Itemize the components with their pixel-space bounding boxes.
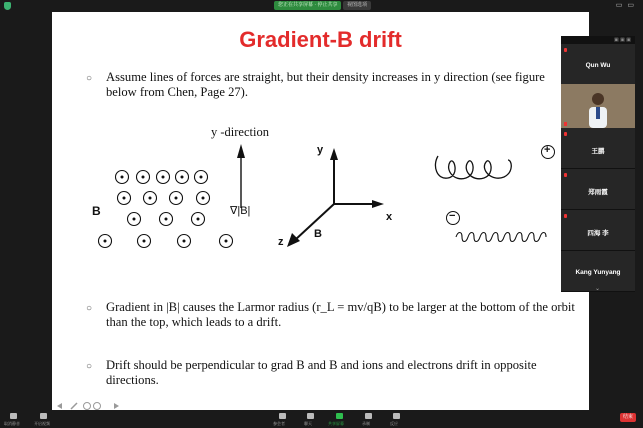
share-status-pill[interactable]: 您正在共享屏幕 · 停止共享 xyxy=(274,1,341,10)
electron-orbit xyxy=(456,233,546,242)
participant-tile[interactable] xyxy=(561,128,635,169)
muted-mic-icon xyxy=(564,173,567,177)
dot-row-2 xyxy=(118,192,210,205)
chat-icon[interactable] xyxy=(307,413,314,419)
participant-name: 郑雨霞 xyxy=(588,189,608,196)
end-meeting-button[interactable]: 结束 xyxy=(620,413,636,422)
ion-orbit xyxy=(435,156,511,179)
panel-header[interactable]: ▣ ▣ ▣ xyxy=(561,36,635,44)
collapse-chevron-icon[interactable]: ⌄ xyxy=(595,286,601,292)
bullet-2 xyxy=(86,300,576,330)
axis-x-label: x xyxy=(386,211,393,223)
participants-label[interactable]: 参会者 xyxy=(273,421,285,426)
muted-mic-icon xyxy=(564,132,567,136)
bullet-3-text: Drift should be perpendicular to grad B and B and ions and electrons drift in opposite directions. xyxy=(106,358,537,387)
more-icon xyxy=(94,403,101,410)
grad-b-label: ∇|B| xyxy=(230,205,251,217)
chat-label[interactable]: 聊天 xyxy=(304,421,312,426)
bullet-circle-icon: ○ xyxy=(86,303,93,314)
muted-mic-icon xyxy=(564,48,567,52)
participants-icon[interactable] xyxy=(279,413,286,419)
prev-arrow-icon xyxy=(57,403,62,409)
gradient-b-figure xyxy=(52,12,589,302)
share-screen-icon[interactable] xyxy=(336,413,343,419)
axis-z-label: z xyxy=(278,236,284,248)
mic-icon[interactable] xyxy=(10,413,17,419)
circle-icon xyxy=(84,403,91,410)
participant-tile[interactable] xyxy=(561,169,635,210)
next-arrow-icon xyxy=(114,403,119,409)
record-icon[interactable] xyxy=(365,413,372,419)
participant-name: Kang Yunyang xyxy=(575,269,621,276)
participants-panel xyxy=(561,36,635,292)
view-options-button[interactable]: 视图选项 xyxy=(343,1,371,10)
y-direction-label: y -direction xyxy=(211,125,269,139)
pen-icon xyxy=(71,403,77,409)
slide-title: Gradient-B drift xyxy=(239,27,402,52)
participant-name: 王鹏 xyxy=(591,148,605,155)
security-shield-icon[interactable] xyxy=(4,2,11,10)
camera-icon[interactable] xyxy=(40,413,47,419)
reactions-icon[interactable] xyxy=(393,413,400,419)
bullet-2-text: Gradient in |B| causes the Larmor radius (r_L = mv/qB) to be larger at the bottom of the orbit than the top, which leads to a drift. xyxy=(106,300,575,329)
participant-tile[interactable] xyxy=(561,44,635,85)
electron-sign: − xyxy=(449,210,456,222)
dot-row-4 xyxy=(99,235,233,248)
share-screen-label[interactable]: 共享屏幕 xyxy=(328,421,344,426)
bullet-3 xyxy=(86,358,576,388)
muted-mic-icon xyxy=(564,122,567,126)
participant-name: Qun Wu xyxy=(585,62,611,69)
b-field-label: B xyxy=(92,204,101,218)
reactions-label[interactable]: 反应 xyxy=(390,421,398,426)
participant-video[interactable] xyxy=(561,84,635,128)
axis-y-label: y xyxy=(317,144,324,156)
person-video-icon xyxy=(587,90,609,128)
axis-b-label: B xyxy=(314,228,322,240)
bullet-1-text: Assume lines of forces are straight, but their density increases in y direction (see figure below from Chen, Page 27). xyxy=(106,70,545,99)
participant-tile[interactable] xyxy=(561,210,635,251)
top-bar xyxy=(0,0,643,12)
ion-sign: + xyxy=(544,144,551,156)
bullet-circle-icon: ○ xyxy=(86,73,93,84)
muted-mic-icon xyxy=(564,214,567,218)
coordinate-axes xyxy=(295,158,374,240)
field-dots xyxy=(99,171,233,248)
record-label[interactable]: 录制 xyxy=(362,421,370,426)
window-controls[interactable]: ▭▭ xyxy=(615,2,639,9)
shared-slide xyxy=(52,12,589,410)
start-video-label[interactable]: 开启视频 xyxy=(34,421,50,426)
meeting-toolbar xyxy=(0,410,643,428)
participant-name: 四海 李 xyxy=(587,230,609,237)
bullet-circle-icon: ○ xyxy=(86,361,93,372)
unmute-label[interactable]: 取消静音 xyxy=(4,421,20,426)
